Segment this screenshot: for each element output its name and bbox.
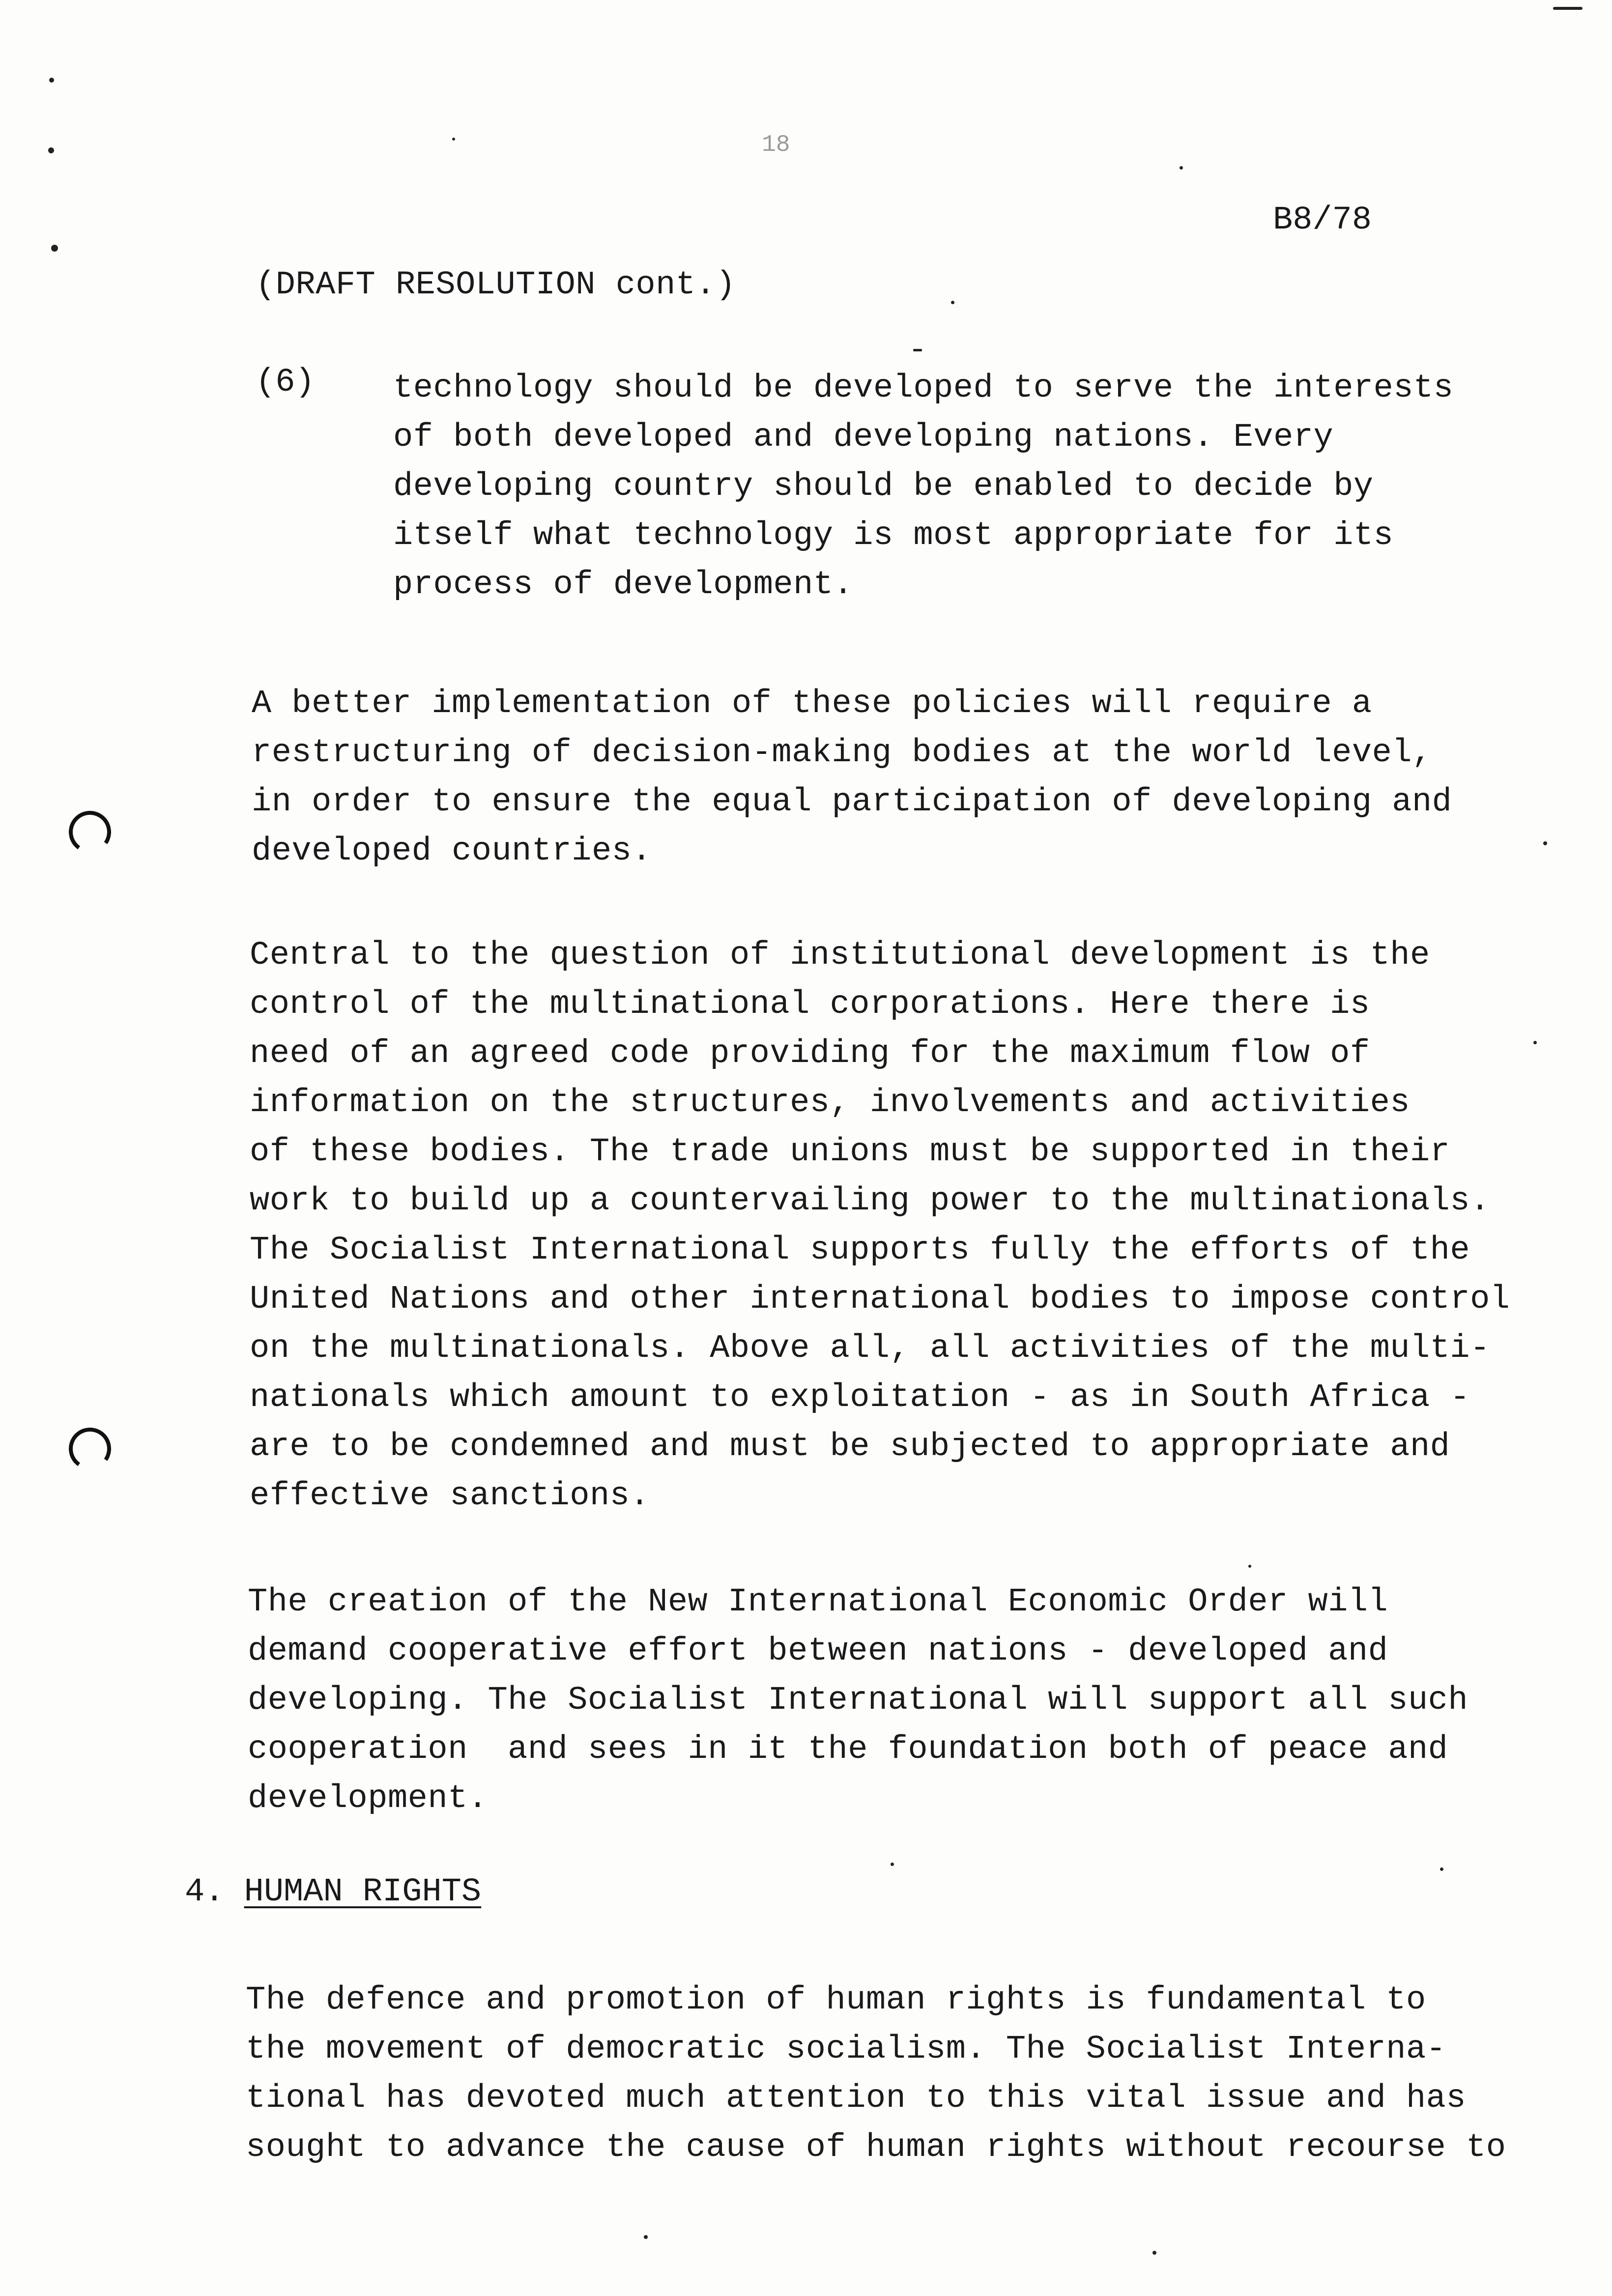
text-line: development. xyxy=(248,1780,488,1817)
text-line: developing country should be enabled to decide by xyxy=(393,468,1374,505)
section-number: 4. xyxy=(185,1873,225,1911)
scan-speck xyxy=(891,1863,894,1866)
text-line: United Nations and other international bodies to impose control xyxy=(250,1281,1510,1318)
punch-hole-mark xyxy=(65,807,115,857)
text-line: restructuring of decision-making bodies at the world level, xyxy=(252,734,1432,772)
text-line: information on the structures, involvements and activities xyxy=(250,1084,1410,1121)
text-line: technology should be developed to serve the interests xyxy=(393,370,1454,407)
scan-speck xyxy=(51,245,58,252)
scan-speck xyxy=(1543,841,1547,845)
text-line: tional has devoted much attention to this vital issue and has xyxy=(246,2080,1467,2117)
page-number: 18 xyxy=(762,132,790,158)
scan-speck xyxy=(1248,1565,1251,1568)
continuation-heading: (DRAFT RESOLUTION cont.) xyxy=(256,266,736,304)
text-line: The creation of the New International Economic Order will xyxy=(248,1583,1388,1621)
text-line: control of the multinational corporations. Here there is xyxy=(250,986,1370,1023)
scan-speck xyxy=(951,301,954,304)
text-line: effective sanctions. xyxy=(250,1477,650,1515)
scan-speck xyxy=(1533,1041,1537,1044)
text-line: A better implementation of these policies will require a xyxy=(252,685,1372,722)
text-line: work to build up a countervailing power to the multinationals. xyxy=(250,1182,1490,1220)
punch-hole-mark xyxy=(65,1424,115,1473)
text-line: Central to the question of institutional development is the xyxy=(250,937,1430,974)
text-line: of both developed and developing nations. Every xyxy=(393,419,1334,456)
scan-speck xyxy=(48,147,54,153)
scan-speck xyxy=(1180,166,1183,170)
scan-speck xyxy=(1553,7,1583,10)
text-line: are to be condemned and must be subjected to appropriate and xyxy=(250,1428,1450,1465)
scan-speck xyxy=(452,138,455,141)
text-line: developing. The Socialist International will support all such xyxy=(248,1682,1468,1719)
text-line: sought to advance the cause of human rights without recourse to xyxy=(246,2129,1506,2166)
text-line: cooperation and sees in it the foundation both of peace and xyxy=(248,1731,1448,1768)
text-line: demand cooperative effort between nations - developed and xyxy=(248,1633,1388,1670)
text-line: process of development. xyxy=(393,566,854,603)
scan-speck xyxy=(1440,1867,1443,1871)
text-line: developed countries. xyxy=(252,832,652,870)
section-heading xyxy=(185,1873,481,1911)
text-line: The Socialist International supports fully the efforts of the xyxy=(250,1232,1470,1269)
section-title: HUMAN RIGHTS xyxy=(244,1873,482,1911)
text-line: on the multinationals. Above all, all activities of the multi- xyxy=(250,1330,1490,1367)
scan-speck xyxy=(1152,2251,1156,2255)
text-line: The defence and promotion of human rights is fundamental to xyxy=(246,1981,1426,2019)
text-line: in order to ensure the equal participation of developing and xyxy=(252,783,1452,821)
text-line: the movement of democratic socialism. The Socialist Interna- xyxy=(246,2031,1446,2068)
scan-speck xyxy=(49,78,54,83)
paragraph-number: (6) xyxy=(256,364,315,401)
text-line: of these bodies. The trade unions must be supported in their xyxy=(250,1133,1450,1171)
scan-speck xyxy=(913,349,922,351)
text-line: nationals which amount to exploitation - as in South Africa - xyxy=(250,1379,1470,1416)
text-line: need of an agreed code providing for the maximum flow of xyxy=(250,1035,1370,1072)
text-line: itself what technology is most appropriate for its xyxy=(393,517,1394,554)
document-reference: B8/78 xyxy=(1273,201,1372,239)
scan-speck xyxy=(644,2235,648,2239)
